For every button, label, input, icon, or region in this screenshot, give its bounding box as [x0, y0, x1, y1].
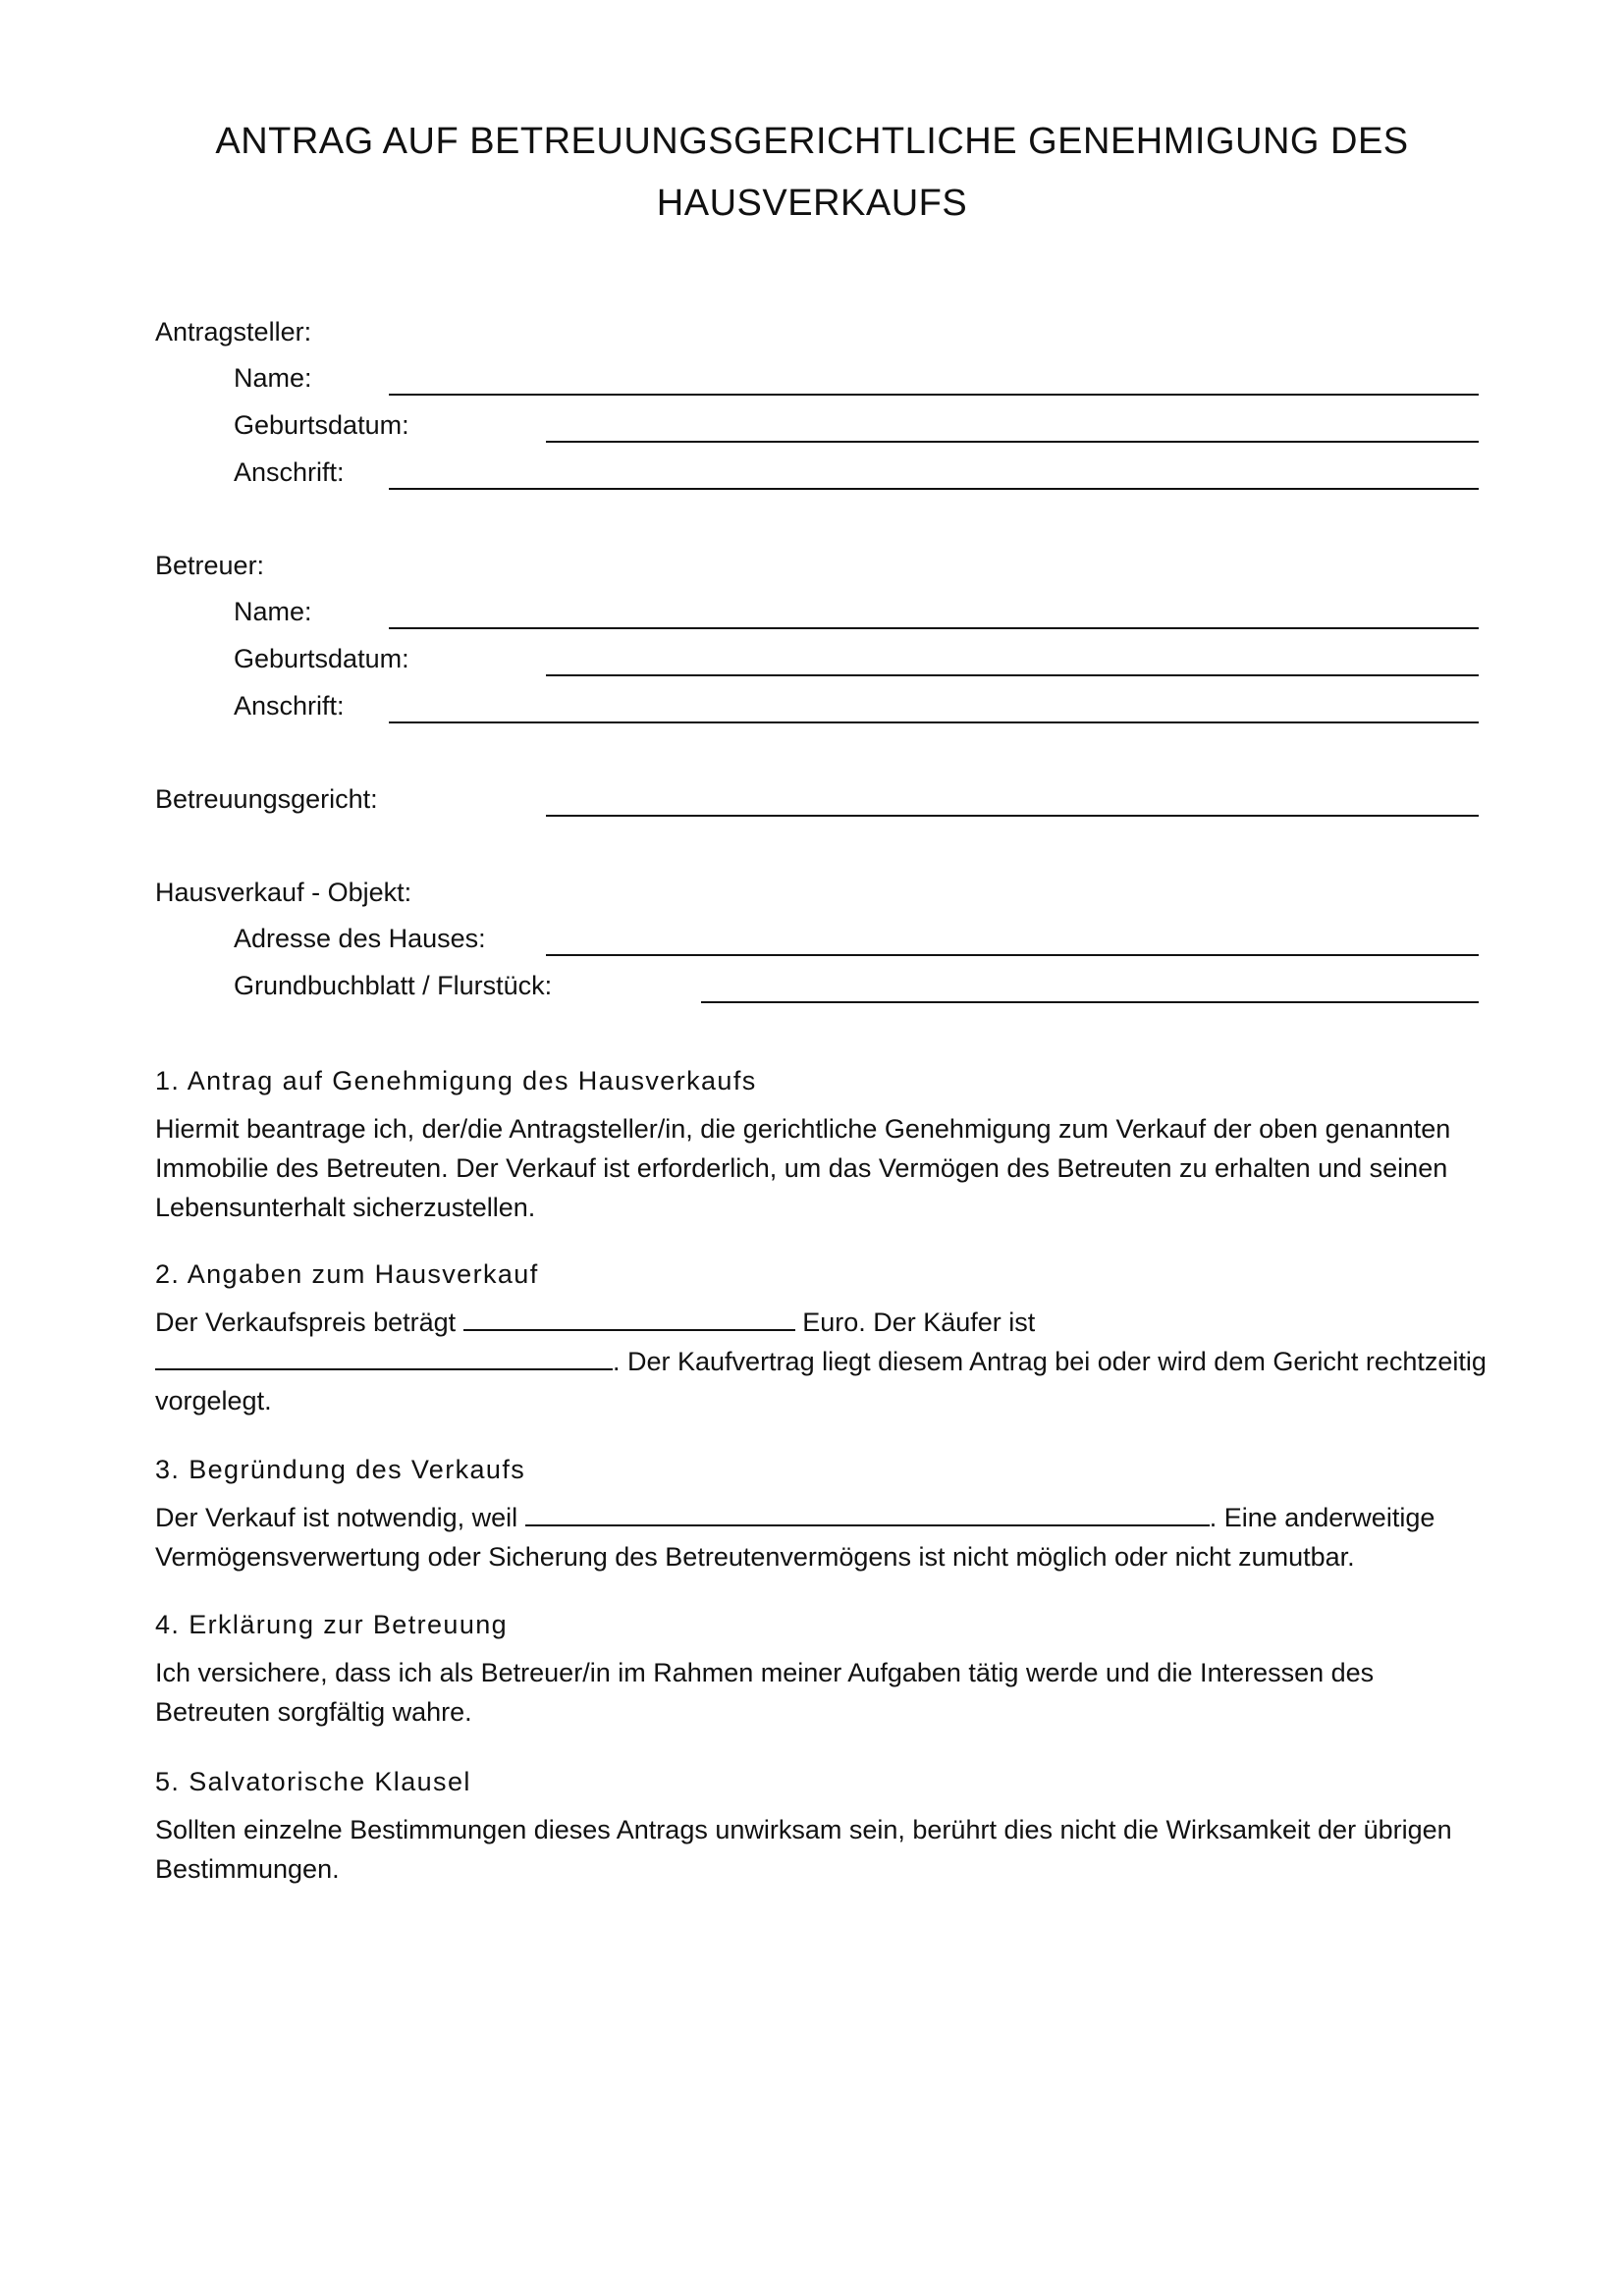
- property-registry-label: Grundbuchblatt / Flurstück:: [234, 971, 553, 1000]
- applicant-heading: Antragsteller:: [155, 317, 312, 347]
- section-2-text-b: Euro. Der Käufer ist: [802, 1308, 1036, 1337]
- caretaker-birthdate-label: Geburtsdatum:: [234, 644, 409, 673]
- caretaker-heading: Betreuer:: [155, 551, 265, 580]
- section-2-text: [155, 1303, 1490, 1420]
- section-2-text-a: Der Verkaufspreis beträgt: [155, 1308, 457, 1337]
- section-2-heading: 2. Angaben zum Hausverkauf: [155, 1259, 539, 1289]
- applicant-address-label: Anschrift:: [234, 457, 345, 487]
- property-heading: Hausverkauf - Objekt:: [155, 878, 412, 907]
- property-registry-field[interactable]: [701, 1001, 1479, 1003]
- caretaker-address-field[interactable]: [389, 721, 1479, 723]
- court-label: Betreuungsgericht:: [155, 784, 378, 814]
- section-1: [155, 1068, 1490, 1227]
- applicant-name-field[interactable]: [389, 394, 1479, 396]
- section-2-text-c: . Der Kaufvertrag liegt diesem Antrag bei oder wird dem Gericht rechtzeitig vorgelegt.: [155, 1347, 1487, 1415]
- document-title-line-2: HAUSVERKAUFS: [656, 183, 968, 224]
- section-1-heading: 1. Antrag auf Genehmigung des Hausverkaufs: [155, 1066, 757, 1095]
- buyer-blank[interactable]: [155, 1345, 613, 1370]
- section-3-text-b: . Eine anderweitige Vermögensverwertung oder Sicherung des Betreutenvermögens ist nicht möglich oder nicht zumutbar.: [155, 1503, 1435, 1572]
- document-title-line-1: ANTRAG AUF BETREUUNGSGERICHTLICHE GENEHMIGUNG DES: [215, 121, 1409, 162]
- applicant-address-field[interactable]: [389, 488, 1479, 490]
- reason-blank[interactable]: [525, 1501, 1210, 1526]
- caretaker-birthdate-field[interactable]: [546, 674, 1479, 676]
- caretaker-name-label: Name:: [234, 597, 312, 626]
- section-3-heading: 3. Begründung des Verkaufs: [155, 1455, 526, 1484]
- sale-price-blank[interactable]: [463, 1306, 795, 1331]
- court-field[interactable]: [546, 815, 1479, 817]
- section-3-text: [155, 1498, 1490, 1576]
- section-4: [155, 1612, 1490, 1732]
- applicant-birthdate-label: Geburtsdatum:: [234, 410, 409, 440]
- property-address-label: Adresse des Hauses:: [234, 924, 486, 953]
- section-4-text: Ich versichere, dass ich als Betreuer/in im Rahmen meiner Aufgaben tätig werde und die Interessen des Betreuten sorgfältig wahre.: [155, 1658, 1375, 1727]
- section-3-text-a: Der Verkauf ist notwendig, weil: [155, 1503, 518, 1532]
- caretaker-address-label: Anschrift:: [234, 691, 345, 721]
- section-1-text: Hiermit beantrage ich, der/die Antragsteller/in, die gerichtliche Genehmigung zum Verkauf der oben genannten Immobilie des Betreuten. Der Verkauf ist erforderlich, um das Vermögen des Betreuten zu erhalten und seinen Lebensunterhalt sicherzustellen.: [155, 1114, 1451, 1222]
- applicant-birthdate-field[interactable]: [546, 441, 1479, 443]
- section-5-heading: 5. Salvatorische Klausel: [155, 1767, 471, 1796]
- section-4-heading: 4. Erklärung zur Betreuung: [155, 1610, 509, 1639]
- section-3: [155, 1457, 1490, 1576]
- section-5: [155, 1769, 1490, 1889]
- section-5-text: Sollten einzelne Bestimmungen dieses Antrags unwirksam sein, berührt dies nicht die Wirksamkeit der übrigen Bestimmungen.: [155, 1815, 1452, 1884]
- section-2: [155, 1261, 1490, 1420]
- property-address-field[interactable]: [546, 954, 1479, 956]
- caretaker-name-field[interactable]: [389, 627, 1479, 629]
- applicant-name-label: Name:: [234, 363, 312, 393]
